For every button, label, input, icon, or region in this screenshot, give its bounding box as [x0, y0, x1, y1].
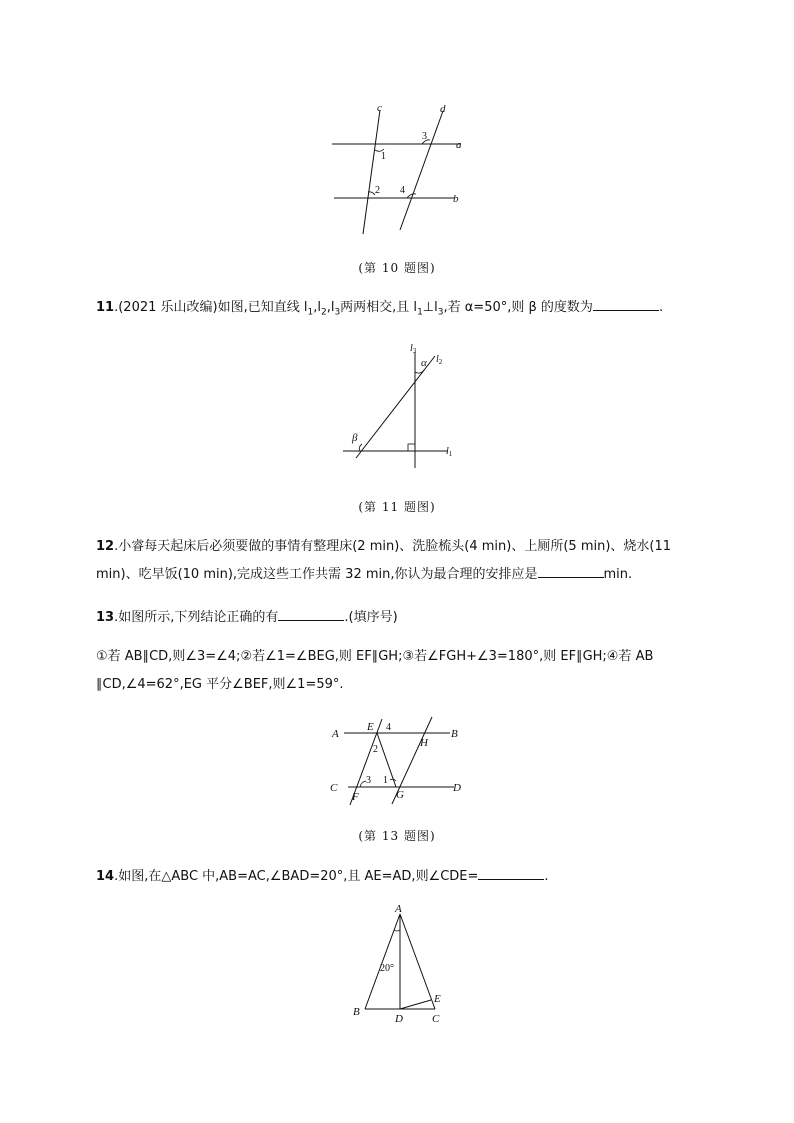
- question-14: 14.如图,在△ABC 中,AB=AC,∠BAD=20°,且 AE=AD,则∠CDE= .: [96, 869, 549, 884]
- figure-11: [338, 338, 463, 473]
- angle-4-label: 4: [386, 722, 391, 733]
- answer-blank[interactable]: [478, 867, 544, 880]
- angle-1-label: 1: [381, 151, 386, 162]
- segment-DE: [400, 1000, 431, 1009]
- label-E: E: [367, 721, 374, 733]
- label-B: B: [353, 1006, 360, 1018]
- label-G: G: [396, 789, 404, 801]
- question-12: 12.小睿每天起床后必须要做的事情有整理床(2 min)、洗脸梳头(4 min)、上厕所(5 min)、烧水(11 min)、吃早饭(10 min),完成这些工作共需 32 min,你认为最合理的安排应是 min.: [96, 539, 672, 582]
- line-d: [400, 111, 443, 230]
- question-number: 11: [96, 300, 115, 315]
- figure-13-caption: (第 13 题图): [358, 829, 436, 843]
- angle-4-label: 4: [400, 185, 405, 196]
- angle-label: 20°: [380, 963, 394, 974]
- label-F: F: [352, 791, 359, 803]
- label-l3: $l_3$: [410, 343, 417, 355]
- question-11: 11.(2021 乐山改编)如图,已知直线 $l_1,l_2,l_3$两两相交,且 $l_1\perp l_3$,若 α=50°,则 β 的度数为 .: [96, 300, 664, 318]
- angle-2-label: 2: [375, 185, 380, 196]
- figure-14: [345, 898, 450, 1028]
- figure-13: [326, 712, 471, 812]
- figure-10: [320, 96, 480, 241]
- answer-blank[interactable]: [278, 608, 344, 621]
- label-d: d: [440, 103, 446, 115]
- label-A: A: [395, 903, 402, 915]
- side-AC: [400, 914, 435, 1009]
- figure-10-caption: (第 10 题图): [358, 261, 436, 275]
- side-AB: [365, 914, 400, 1009]
- angle-2-label: 2: [373, 744, 378, 755]
- line-c: [363, 110, 380, 234]
- label-H: H: [420, 737, 428, 749]
- label-D: D: [453, 782, 461, 794]
- label-alpha: α: [421, 357, 427, 369]
- angle-3-label: 3: [366, 775, 371, 786]
- label-A: A: [332, 728, 339, 740]
- label-C: C: [432, 1013, 440, 1025]
- label-b: b: [453, 193, 459, 205]
- label-a: a: [456, 139, 462, 151]
- question-13-options: ①若 AB∥CD,则∠3=∠4;②若∠1=∠BEG,则 EF∥GH;③若∠FGH+∠3=180°,则 EF∥GH;④若 AB ∥CD,∠4=62°,EG 平分∠BEF,则∠1=59°.: [96, 649, 654, 692]
- angle-1-label: 1: [383, 775, 388, 786]
- label-D: D: [395, 1013, 403, 1025]
- label-C: C: [330, 782, 338, 794]
- answer-blank[interactable]: [593, 298, 659, 311]
- label-E: E: [434, 993, 441, 1005]
- label-B: B: [451, 728, 458, 740]
- label-beta: β: [352, 432, 358, 444]
- answer-blank[interactable]: [538, 565, 604, 578]
- label-c: c: [377, 102, 382, 114]
- label-l1: $l_1$: [446, 446, 453, 458]
- angle-3-label: 3: [422, 131, 427, 142]
- label-l2: $l_2$: [436, 354, 443, 366]
- question-13: 13.如图所示,下列结论正确的有 .(填序号): [96, 610, 398, 625]
- figure-11-caption: (第 11 题图): [358, 500, 436, 514]
